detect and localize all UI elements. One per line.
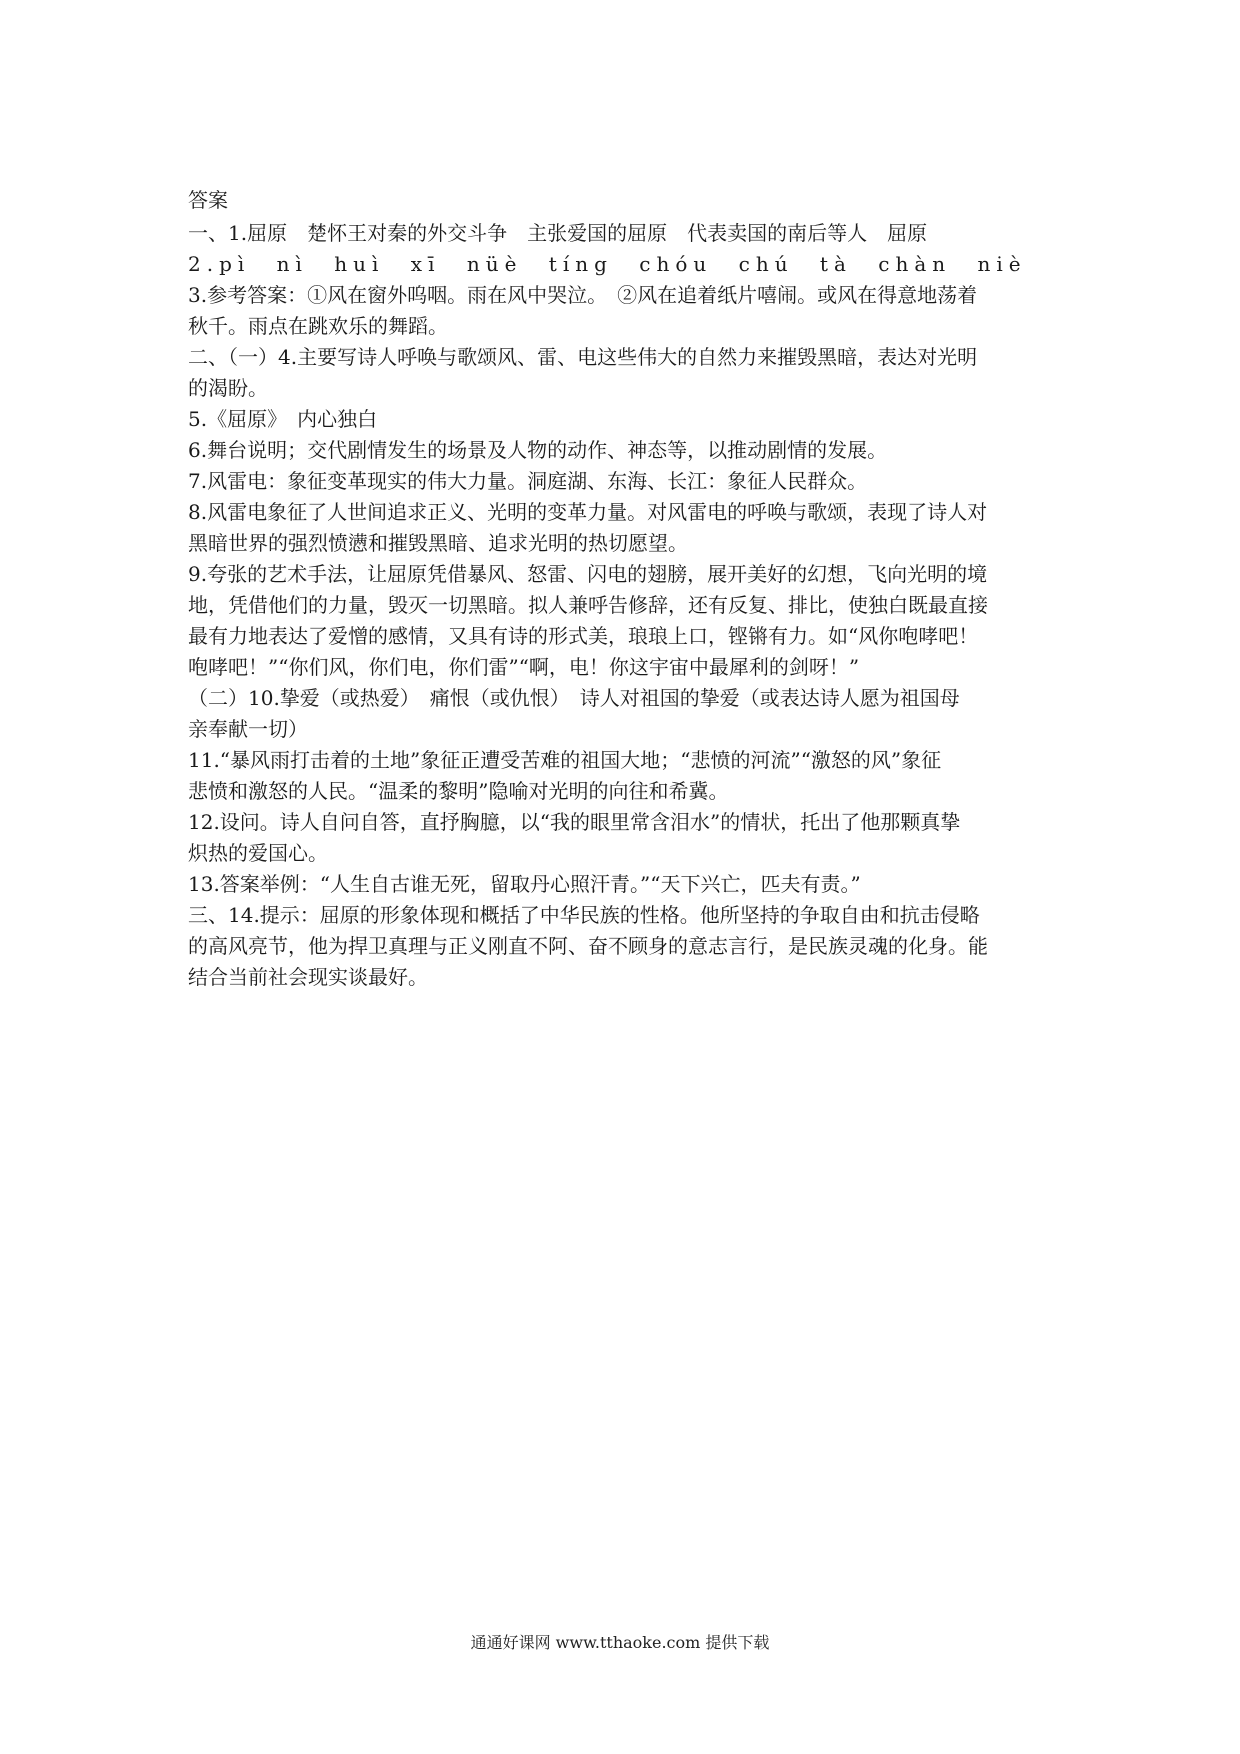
answer-line: 悲愤和激怒的人民。“温柔的黎明”隐喻对光明的向往和希冀。 <box>188 779 729 803</box>
answer-line: 的渴盼。 <box>188 376 268 400</box>
answer-title: 答案 <box>188 188 228 212</box>
answer-section <box>188 186 1062 993</box>
answer-line: 亲奉献一切） <box>188 717 308 741</box>
answer-line: 3.参考答案：①风在窗外呜咽。雨在风中哭泣。 ②风在追着纸片嘻闹。或风在得意地荡着 <box>188 283 978 307</box>
answer-line: 6.舞台说明；交代剧情发生的场景及人物的动作、神态等，以推动剧情的发展。 <box>188 438 888 462</box>
answer-line: 的高风亮节，他为捍卫真理与正义刚直不阿、奋不顾身的意志言行，是民族灵魂的化身。能 <box>188 934 988 958</box>
answer-line: 12.设问。诗人自问自答，直抒胸臆，以“我的眼里常含泪水”的情状，托出了他那颗真挚 <box>188 810 961 834</box>
answer-line: 9.夸张的艺术手法，让屈原凭借暴风、怒雷、闪电的翅膀，展开美好的幻想，飞向光明的境 <box>188 562 988 586</box>
pinyin-line: 2.pì nì huì xī nüè tíng chóu chú tà chàn niè <box>188 252 1027 276</box>
answer-line: 炽热的爱国心。 <box>188 841 328 865</box>
answer-line: 一、1.屈原 楚怀王对秦的外交斗争 主张爱国的屈原 代表卖国的南后等人 屈原 <box>188 221 928 245</box>
answer-line: 二、（一）4.主要写诗人呼唤与歌颂风、雷、电这些伟大的自然力来摧毁黑暗，表达对光明 <box>188 345 978 369</box>
answer-line: 8.风雷电象征了人世间追求正义、光明的变革力量。对风雷电的呼唤与歌颂，表现了诗人对 <box>188 500 988 524</box>
answer-line: 7.风雷电：象征变革现实的伟大力量。洞庭湖、东海、长江：象征人民群众。 <box>188 469 868 493</box>
answer-line: 11.“暴风雨打击着的土地”象征正遭受苦难的祖国大地；“悲愤的河流”“激怒的风”象征 <box>188 748 942 772</box>
answer-line: 三、14.提示：屈原的形象体现和概括了中华民族的性格。他所坚持的争取自由和抗击侵略 <box>188 903 980 927</box>
answer-line: 结合当前社会现实谈最好。 <box>188 965 428 989</box>
answer-line: 咆哮吧！”“你们风，你们电，你们雷”“啊，电！你这宇宙中最犀利的剑呀！” <box>188 655 860 679</box>
answer-line: 地，凭借他们的力量，毁灭一切黑暗。拟人兼呼告修辞，还有反复、排比，使独白既最直接 <box>188 593 988 617</box>
answer-line: 黑暗世界的强烈愤懑和摧毁黑暗、追求光明的热切愿望。 <box>188 531 688 555</box>
answer-line: 13.答案举例：“人生自古谁无死，留取丹心照汗青。”“天下兴亡，匹夫有责。” <box>188 872 861 896</box>
answer-line: 5.《屈原》 内心独白 <box>188 407 378 431</box>
answer-line: 秋千。雨点在跳欢乐的舞蹈。 <box>188 314 448 338</box>
answer-line: 最有力地表达了爱憎的感情，又具有诗的形式美，琅琅上口，铿锵有力。如“风你咆哮吧！ <box>188 624 979 648</box>
footer-credit: 通通好课网 www.tthaoke.com 提供下载 <box>470 1633 770 1652</box>
answer-line: （二）10.挚爱（或热爱） 痛恨（或仇恨） 诗人对祖国的挚爱（或表达诗人愿为祖国母 <box>188 686 960 710</box>
